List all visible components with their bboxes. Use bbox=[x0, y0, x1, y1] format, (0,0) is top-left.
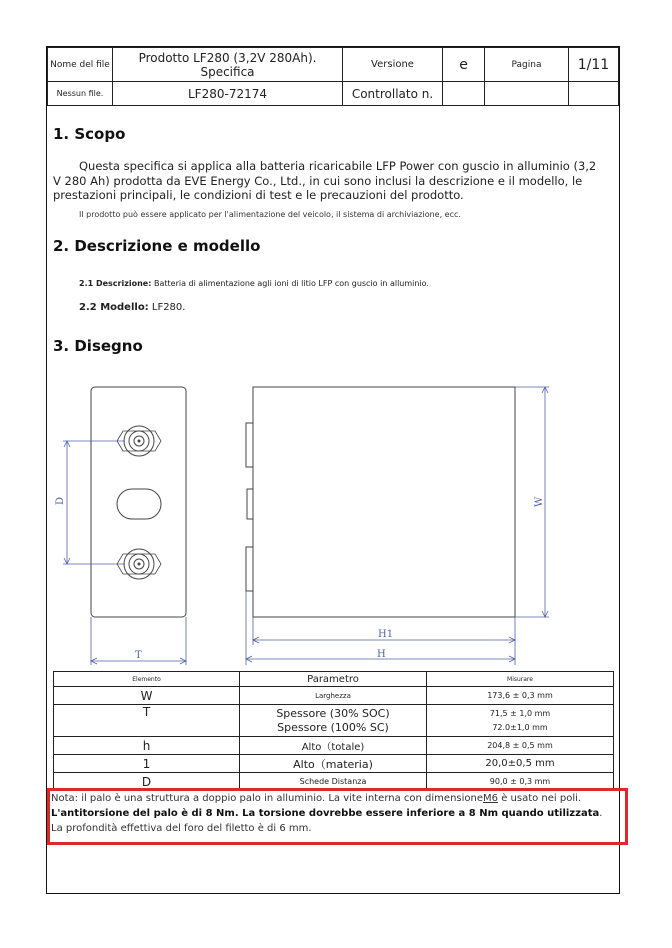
vent-icon bbox=[117, 489, 161, 519]
row-parameter-line2: Spessore (100% SC) bbox=[277, 720, 389, 734]
table-row bbox=[54, 755, 614, 773]
description-label: 2.1 Descrizione: bbox=[79, 279, 152, 288]
page-label: Pagina bbox=[485, 48, 569, 82]
model-label: 2.2 Modello: bbox=[79, 302, 149, 313]
page-number: 1/11 bbox=[569, 48, 619, 82]
header-table bbox=[47, 47, 619, 106]
row-item: T bbox=[54, 705, 240, 737]
document-number: LF280-72174 bbox=[113, 82, 343, 106]
section1-note: Il prodotto può essere applicato per l'alimentazione del veicolo, il sistema di archiviazione, ecc. bbox=[79, 210, 461, 219]
row-item: 1 bbox=[54, 755, 240, 773]
no-file-label: Nessun file. bbox=[48, 82, 113, 106]
version-value: e bbox=[443, 48, 485, 82]
side-vent bbox=[247, 489, 253, 519]
model-line bbox=[79, 302, 185, 313]
table-row bbox=[54, 705, 614, 737]
row-parameter: Larghezza bbox=[240, 687, 427, 705]
note-bold: L'antitorsione del palo è di 8 Nm. La torsione dovrebbe essere inferiore a 8 Nm quando utilizzata bbox=[51, 808, 600, 819]
document-page bbox=[46, 46, 620, 894]
side-terminal-bottom bbox=[246, 547, 253, 591]
column-header-item: Elemento bbox=[54, 672, 240, 687]
note-text-3: . La profondità effettiva del foro del filetto è di 6 mm. bbox=[51, 808, 603, 834]
row-value: 173,6 ± 0,3 mm bbox=[427, 687, 614, 705]
row-value: 90,0 ± 0,3 mm bbox=[427, 773, 614, 791]
row-parameter: Alto（totale) bbox=[240, 737, 427, 755]
section3-heading: 3. Disegno bbox=[53, 337, 143, 355]
row-item: W bbox=[54, 687, 240, 705]
label-w: W bbox=[534, 496, 545, 507]
checked-label: Controllato n. bbox=[343, 82, 443, 106]
row-parameter bbox=[240, 705, 427, 737]
column-header-parameter: Parametro bbox=[240, 672, 427, 687]
row-item: h bbox=[54, 737, 240, 755]
label-h: H bbox=[377, 649, 386, 660]
parameters-table bbox=[53, 671, 614, 791]
row-value bbox=[427, 705, 614, 737]
note-text-2: è usato nei poli. bbox=[498, 793, 582, 804]
label-h1: H1 bbox=[378, 629, 394, 640]
battery-side-outline bbox=[253, 387, 515, 617]
side-terminal-top bbox=[246, 423, 253, 467]
empty-cell bbox=[485, 82, 569, 106]
column-header-measure: Misurare bbox=[427, 672, 614, 687]
row-value-line2: 72.0±1,0 mm bbox=[492, 722, 548, 732]
document-title bbox=[113, 48, 343, 82]
note-m6: M6 bbox=[483, 793, 499, 804]
table-row bbox=[54, 737, 614, 755]
description-line bbox=[79, 279, 429, 288]
row-value-line1: 71,5 ± 1,0 mm bbox=[489, 708, 551, 718]
table-row bbox=[54, 687, 614, 705]
label-t: T bbox=[135, 650, 142, 661]
highlight-box bbox=[47, 788, 628, 845]
document-title-line1: Prodotto LF280 (3,2V 280Ah). bbox=[138, 50, 317, 65]
battery-front-outline bbox=[91, 387, 186, 617]
row-parameter: Alto（materia) bbox=[240, 755, 427, 773]
document-title-line2: Specifica bbox=[200, 64, 255, 79]
row-item: D bbox=[54, 773, 240, 791]
row-parameter: Schede Distanza bbox=[240, 773, 427, 791]
note-text-1: Nota: il palo è una struttura a doppio palo in alluminio. La vite interna con dimensione bbox=[51, 793, 484, 804]
section2-heading: 2. Descrizione e modello bbox=[53, 237, 261, 255]
version-label: Versione bbox=[343, 48, 443, 82]
section1-body: Questa specifica si applica alla batteria ricaricabile LFP Power con guscio in alluminio (3,2 V 280 Ah) prodotta da EVE Energy Co., Ltd., in cui sono inclusi la descrizione e il modello, le prestazioni principali, le condizioni di test e le precauzioni del prodotto. bbox=[53, 159, 597, 202]
dimension-d bbox=[63, 441, 125, 564]
file-name-label: Nome del file bbox=[48, 48, 113, 82]
row-parameter-line1: Spessore (30% SOC) bbox=[276, 706, 390, 720]
battery-drawing bbox=[55, 377, 605, 667]
section1-heading: 1. Scopo bbox=[53, 125, 126, 143]
model-value: LF280. bbox=[151, 302, 186, 313]
row-value: 20,0±0,5 mm bbox=[427, 755, 614, 773]
description-value: Batteria di alimentazione agli ioni di litio LFP con guscio in alluminio. bbox=[153, 279, 429, 288]
row-value: 204,8 ± 0,5 mm bbox=[427, 737, 614, 755]
label-d: D bbox=[55, 496, 66, 505]
empty-cell bbox=[569, 82, 619, 106]
empty-cell bbox=[443, 82, 485, 106]
